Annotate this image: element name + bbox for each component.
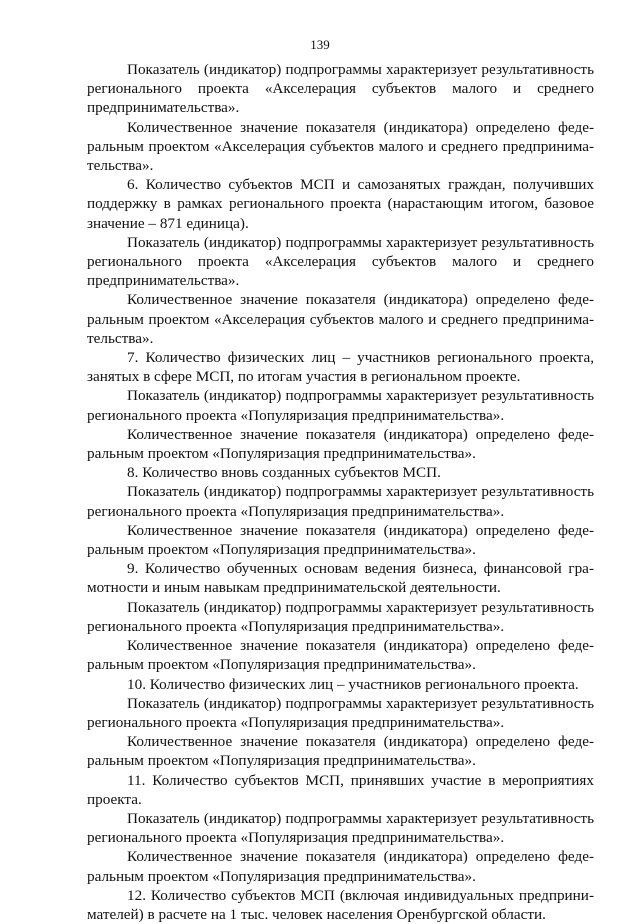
- paragraph-indicator-value-source: Количественное значение показателя (индикатора) определено федеральным проектом «Популяризация предпринимательства».: [87, 425, 594, 463]
- paragraph-indicator-value-source: Количественное значение показателя (индикатора) определено федеральным проектом «Акселерация субъектов малого и среднего предпринимательства».: [87, 118, 594, 175]
- paragraph-indicator-value-source: Количественное значение показателя (индикатора) определено федеральным проектом «Популяризация предпринимательства».: [87, 733, 594, 770]
- paragraph-indicator-description: Показатель (индикатор) подпрограммы характеризует результативность регионального проекта «Акселерация субъектов малого и среднего предпринимательства».: [87, 61, 594, 117]
- paragraph-indicator-9: 9. Количество обученных основам ведения бизнеса, финансовой грамотности и иным навыкам предпринимательской деятельности.: [87, 560, 594, 597]
- paragraph-indicator-8: 8. Количество вновь созданных субъектов МСП.: [127, 464, 441, 482]
- paragraph-indicator-12: 12. Количество субъектов МСП (включая индивидуальных предпринимателей) в расчете на 1 тыс. человек населения Оренбургской области.: [87, 886, 594, 923]
- paragraph-indicator-value-source: Количественное значение показателя (индикатора) определено федеральным проектом «Акселерация субъектов малого и среднего предпринимательства».: [87, 291, 594, 347]
- paragraph-indicator-description: Показатель (индикатор) подпрограммы характеризует результативность регионального проекта «Популяризация предпринимательства».: [87, 694, 594, 731]
- paragraph-indicator-11: 11. Количество субъектов МСП, принявших участие в мероприятиях проекта.: [87, 771, 594, 808]
- paragraph-indicator-value-source: Количественное значение показателя (индикатора) определено федеральным проектом «Популяризация предпринимательства».: [87, 637, 594, 674]
- paragraph-indicator-value-source: Количественное значение показателя (индикатора) определено федеральным проектом «Популяризация предпринимательства».: [87, 521, 594, 559]
- paragraph-indicator-description: Показатель (индикатор) подпрограммы характеризует результативность регионального проекта «Популяризация предпринимательства».: [87, 387, 594, 424]
- paragraph-indicator-description: Показатель (индикатор) подпрограммы характеризует результативность регионального проекта «Популяризация предпринимательства».: [87, 809, 594, 847]
- document-body: [87, 60, 594, 924]
- paragraph-indicator-6: 6. Количество субъектов МСП и самозанятых граждан, получивших поддержку в рамках регионального проекта (нарастающим итогом, базовое значение – 871 единица).: [87, 176, 594, 232]
- paragraph-indicator-description: Показатель (индикатор) подпрограммы характеризует результативность регионального проекта «Популяризация предпринимательства».: [87, 598, 594, 635]
- paragraph-indicator-description: Показатель (индикатор) подпрограммы характеризует результативность регионального проекта «Популяризация предпринимательства».: [87, 483, 594, 520]
- paragraph-indicator-10: 10. Количество физических лиц – участников регионального проекта.: [127, 675, 579, 693]
- paragraph-indicator-7: 7. Количество физических лиц – участников регионального проекта, занятых в сфере МСП, по итогам участия в региональном проекте.: [87, 349, 594, 386]
- paragraph-indicator-description: Показатель (индикатор) подпрограммы характеризует результативность регионального проекта «Акселерация субъектов малого и среднего предпринимательства».: [87, 233, 594, 290]
- page-number: 139: [310, 37, 330, 52]
- paragraph-indicator-value-source: Количественное значение показателя (индикатора) определено федеральным проектом «Популяризация предпринимательства».: [87, 848, 594, 885]
